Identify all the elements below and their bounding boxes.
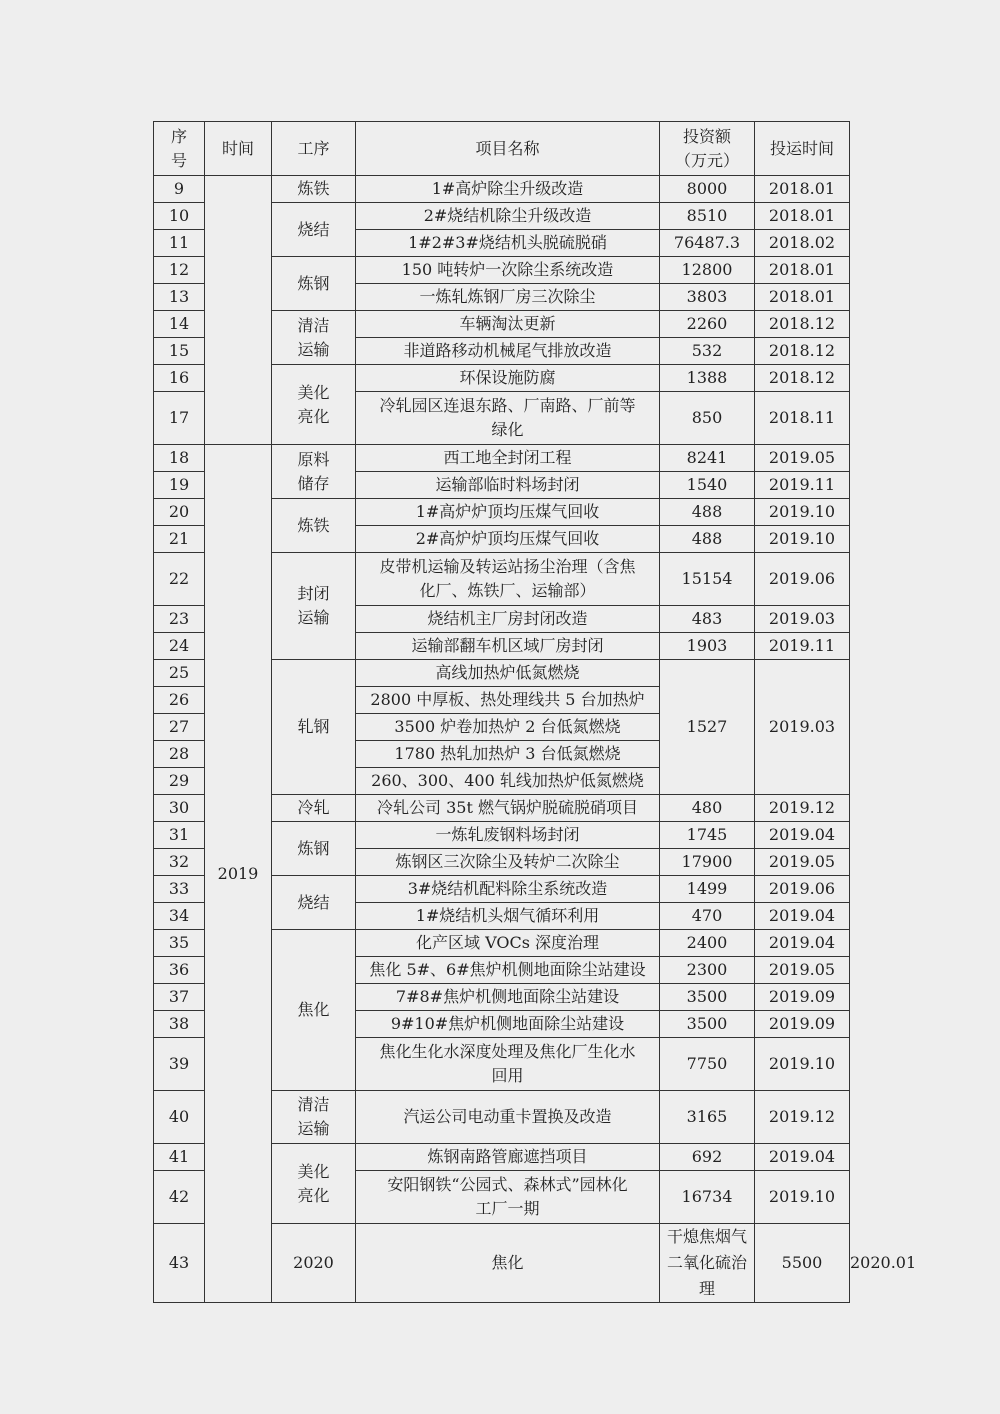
commission-date: 2019.04 xyxy=(755,903,850,930)
row-index: 19 xyxy=(154,472,205,499)
commission-date: 2019.12 xyxy=(755,795,850,822)
process-line: 运输 xyxy=(297,339,330,359)
process-line: 清洁 xyxy=(297,315,330,335)
investment: 1903 xyxy=(660,633,755,660)
row-index: 30 xyxy=(154,795,205,822)
project-name: 9#10#焦炉机侧地面除尘站建设 xyxy=(356,1011,660,1038)
project-name: 1#高炉除尘升级改造 xyxy=(356,176,660,203)
project-name: 7#8#焦炉机侧地面除尘站建设 xyxy=(356,984,660,1011)
process-line: 美化 xyxy=(297,1161,330,1181)
project-name: 高线加热炉低氮燃烧 xyxy=(356,660,660,687)
project-name: 车辆淘汰更新 xyxy=(356,311,660,338)
project-name-line: 皮带机运输及转运站扬尘治理（含焦 xyxy=(379,557,636,576)
header-index xyxy=(154,122,205,176)
process-cell xyxy=(272,553,356,660)
row-index: 39 xyxy=(154,1038,205,1091)
process-cell: 炼铁 xyxy=(272,499,356,553)
row-index: 15 xyxy=(154,338,205,365)
project-name xyxy=(356,1038,660,1091)
row-index: 14 xyxy=(154,311,205,338)
commission-date: 2019.04 xyxy=(755,1144,850,1171)
row-index: 20 xyxy=(154,499,205,526)
project-name: 1#烧结机头烟气循环利用 xyxy=(356,903,660,930)
row-index: 12 xyxy=(154,257,205,284)
process-line: 储存 xyxy=(297,473,330,493)
commission-date: 2019.06 xyxy=(755,553,850,606)
header-date: 投运时间 xyxy=(755,122,850,176)
row-index: 22 xyxy=(154,553,205,606)
investment: 3803 xyxy=(660,284,755,311)
project-name xyxy=(356,1171,660,1224)
project-name: 非道路移动机械尾气排放改造 xyxy=(356,338,660,365)
commission-date: 2019.05 xyxy=(755,849,850,876)
commission-date: 2018.01 xyxy=(755,257,850,284)
investment: 8510 xyxy=(660,203,755,230)
commission-date: 2019.10 xyxy=(755,499,850,526)
commission-date: 2019.05 xyxy=(755,957,850,984)
commission-date: 2018.02 xyxy=(755,230,850,257)
header-index-line2: 号 xyxy=(170,150,187,170)
row-index: 24 xyxy=(154,633,205,660)
process-cell xyxy=(272,365,356,445)
project-name: 西工地全封闭工程 xyxy=(356,445,660,472)
process-line: 封闭 xyxy=(297,584,330,603)
process-cell: 炼钢 xyxy=(272,822,356,876)
commission-date: 2018.11 xyxy=(755,392,850,445)
header-index-line1: 序 xyxy=(170,126,187,146)
project-name: 2#烧结机除尘升级改造 xyxy=(356,203,660,230)
investment: 3165 xyxy=(660,1091,755,1144)
commission-date: 2019.04 xyxy=(755,822,850,849)
project-name-line: 焦化生化水深度处理及焦化厂生化水 xyxy=(379,1042,636,1061)
process-cell xyxy=(272,1091,356,1144)
row-index: 31 xyxy=(154,822,205,849)
process-line: 美化 xyxy=(297,382,330,402)
row-index: 26 xyxy=(154,687,205,714)
project-name-line: 回用 xyxy=(491,1066,524,1085)
header-invest-line2: （万元） xyxy=(674,150,739,170)
project-name: 1780 热轧加热炉 3 台低氮燃烧 xyxy=(356,741,660,768)
project-name: 干熄焦烟气二氧化硫治理 xyxy=(660,1224,755,1303)
project-name: 2#高炉炉顶均压煤气回收 xyxy=(356,526,660,553)
table-row xyxy=(154,445,850,472)
investment: 480 xyxy=(660,795,755,822)
process-cell xyxy=(272,445,356,499)
commission-date: 2019.10 xyxy=(755,1038,850,1091)
investment: 17900 xyxy=(660,849,755,876)
commission-date: 2018.01 xyxy=(755,284,850,311)
commission-date: 2019.10 xyxy=(755,526,850,553)
project-name: 汽运公司电动重卡置换及改造 xyxy=(356,1091,660,1144)
commission-date: 2018.01 xyxy=(755,203,850,230)
header-process: 工序 xyxy=(272,122,356,176)
row-index: 13 xyxy=(154,284,205,311)
process-line: 清洁 xyxy=(297,1095,330,1114)
process-cell: 焦化 xyxy=(356,1224,660,1303)
commission-date: 2019.12 xyxy=(755,1091,850,1144)
table-row: 43 2020 焦化 干熄焦烟气二氧化硫治理 5500 2020.01 xyxy=(154,1224,850,1303)
project-name: 化产区域 VOCs 深度治理 xyxy=(356,930,660,957)
year-cell-2020: 2020 xyxy=(272,1224,356,1303)
investment: 1540 xyxy=(660,472,755,499)
row-index: 29 xyxy=(154,768,205,795)
commission-date: 2018.12 xyxy=(755,311,850,338)
project-name: 运输部临时料场封闭 xyxy=(356,472,660,499)
row-index: 42 xyxy=(154,1171,205,1224)
row-index: 27 xyxy=(154,714,205,741)
investment: 8241 xyxy=(660,445,755,472)
year-cell-2018 xyxy=(205,176,272,445)
row-index: 35 xyxy=(154,930,205,957)
process-cell: 炼铁 xyxy=(272,176,356,203)
investment: 532 xyxy=(660,338,755,365)
investment: 850 xyxy=(660,392,755,445)
project-name-line: 化厂、炼铁厂、运输部） xyxy=(419,581,596,600)
row-index: 36 xyxy=(154,957,205,984)
row-index: 32 xyxy=(154,849,205,876)
project-name-line: 安阳钢铁“公园式、森林式”园林化 xyxy=(387,1175,628,1194)
header-invest xyxy=(660,122,755,176)
process-cell: 烧结 xyxy=(272,876,356,930)
row-index: 16 xyxy=(154,365,205,392)
investment: 692 xyxy=(660,1144,755,1171)
process-cell: 炼钢 xyxy=(272,257,356,311)
process-cell xyxy=(272,1144,356,1224)
row-index: 37 xyxy=(154,984,205,1011)
row-index: 25 xyxy=(154,660,205,687)
investment: 2300 xyxy=(660,957,755,984)
row-index: 21 xyxy=(154,526,205,553)
commission-date: 2018.12 xyxy=(755,338,850,365)
commission-date: 2019.03 xyxy=(755,606,850,633)
year-cell-2019: 2019 xyxy=(205,445,272,1303)
process-cell: 烧结 xyxy=(272,203,356,257)
investment: 8000 xyxy=(660,176,755,203)
investment: 7750 xyxy=(660,1038,755,1091)
investment: 1745 xyxy=(660,822,755,849)
row-index: 10 xyxy=(154,203,205,230)
investment: 488 xyxy=(660,499,755,526)
project-name: 150 吨转炉一次除尘系统改造 xyxy=(356,257,660,284)
project-name-line: 绿化 xyxy=(491,420,524,439)
commission-date: 2018.12 xyxy=(755,365,850,392)
process-line: 运输 xyxy=(297,1119,330,1138)
commission-date: 2019.03 xyxy=(755,660,850,795)
row-index: 40 xyxy=(154,1091,205,1144)
commission-date: 2019.09 xyxy=(755,1011,850,1038)
commission-date: 2019.11 xyxy=(755,633,850,660)
row-index: 43 xyxy=(154,1224,205,1303)
commission-date: 2018.01 xyxy=(755,176,850,203)
project-name: 烧结机主厂房封闭改造 xyxy=(356,606,660,633)
project-name: 一炼轧炼钢厂房三次除尘 xyxy=(356,284,660,311)
project-name-line: 工厂一期 xyxy=(475,1199,540,1218)
project-name: 1#高炉炉顶均压煤气回收 xyxy=(356,499,660,526)
investment: 12800 xyxy=(660,257,755,284)
row-index: 9 xyxy=(154,176,205,203)
project-name: 冷轧公司 35t 燃气锅炉脱硫脱硝项目 xyxy=(356,795,660,822)
row-index: 33 xyxy=(154,876,205,903)
investment: 470 xyxy=(660,903,755,930)
process-cell: 冷轧 xyxy=(272,795,356,822)
investment: 483 xyxy=(660,606,755,633)
investment: 3500 xyxy=(660,1011,755,1038)
row-index: 34 xyxy=(154,903,205,930)
table-row xyxy=(154,176,850,203)
project-name-line: 冷轧园区连退东路、厂南路、厂前等 xyxy=(379,396,636,415)
investment: 488 xyxy=(660,526,755,553)
investment: 16734 xyxy=(660,1171,755,1224)
row-index: 28 xyxy=(154,741,205,768)
commission-date: 2019.04 xyxy=(755,930,850,957)
project-name: 3#烧结机配料除尘系统改造 xyxy=(356,876,660,903)
row-index: 23 xyxy=(154,606,205,633)
project-table xyxy=(153,121,917,1303)
project-name: 炼钢区三次除尘及转炉二次除尘 xyxy=(356,849,660,876)
project-name: 炼钢南路管廊遮挡项目 xyxy=(356,1144,660,1171)
project-name xyxy=(356,392,660,445)
investment: 3500 xyxy=(660,984,755,1011)
commission-date: 2019.06 xyxy=(755,876,850,903)
row-index: 11 xyxy=(154,230,205,257)
process-line: 亮化 xyxy=(297,1185,330,1205)
project-name: 1#2#3#烧结机头脱硫脱硝 xyxy=(356,230,660,257)
row-index: 18 xyxy=(154,445,205,472)
investment: 1388 xyxy=(660,365,755,392)
investment: 2260 xyxy=(660,311,755,338)
commission-date: 2019.10 xyxy=(755,1171,850,1224)
process-cell: 焦化 xyxy=(272,930,356,1091)
header-invest-line1: 投资额 xyxy=(682,126,731,146)
project-name xyxy=(356,553,660,606)
process-line: 亮化 xyxy=(297,406,330,426)
row-index: 38 xyxy=(154,1011,205,1038)
commission-date: 2019.09 xyxy=(755,984,850,1011)
project-name: 焦化 5#、6#焦炉机侧地面除尘站建设 xyxy=(356,957,660,984)
project-name: 3500 炉卷加热炉 2 台低氮燃烧 xyxy=(356,714,660,741)
project-name: 260、300、400 轧线加热炉低氮燃烧 xyxy=(356,768,660,795)
investment: 1527 xyxy=(660,660,755,795)
header-name: 项目名称 xyxy=(356,122,660,176)
process-line: 原料 xyxy=(297,449,330,469)
project-name: 一炼轧废钢料场封闭 xyxy=(356,822,660,849)
investment: 76487.3 xyxy=(660,230,755,257)
investment: 15154 xyxy=(660,553,755,606)
commission-date: 2019.05 xyxy=(755,445,850,472)
header-time: 时间 xyxy=(205,122,272,176)
investment: 1499 xyxy=(660,876,755,903)
investment: 2400 xyxy=(660,930,755,957)
row-index: 17 xyxy=(154,392,205,445)
process-cell xyxy=(272,311,356,365)
project-name: 2800 中厚板、热处理线共 5 台加热炉 xyxy=(356,687,660,714)
row-index: 41 xyxy=(154,1144,205,1171)
process-line: 运输 xyxy=(297,608,330,627)
process-cell: 轧钢 xyxy=(272,660,356,795)
header-row xyxy=(154,122,850,176)
project-name: 环保设施防腐 xyxy=(356,365,660,392)
investment: 5500 xyxy=(755,1224,850,1303)
project-name: 运输部翻车机区域厂房封闭 xyxy=(356,633,660,660)
commission-date: 2019.11 xyxy=(755,472,850,499)
